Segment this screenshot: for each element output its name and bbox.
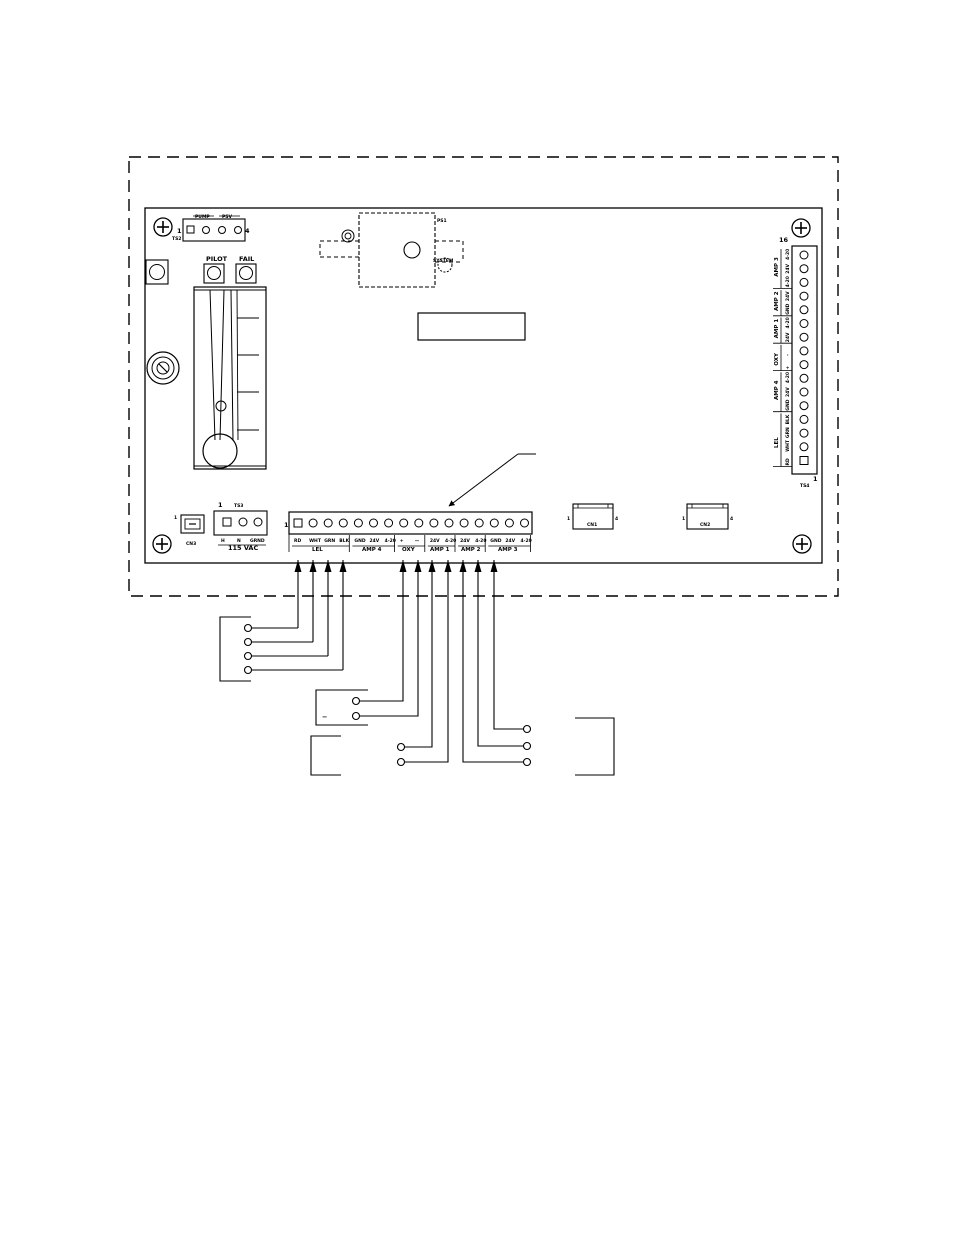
ts4-pin-label: 24V [786,263,791,274]
ts4-terminal-1 [800,457,808,465]
ts4-group-label: AMP 4 [774,380,780,400]
ps1-pressure-switch [320,213,463,287]
mounting-screw-bottom-right [793,535,811,553]
ts1-pin-label: 4-20 [445,539,457,544]
ts4-pin-label: 4-20 [786,276,791,288]
ts1-pin-label: GND [354,539,366,544]
ts4-pin-label: WHT [786,439,791,452]
ts3-label: TS3 [234,504,244,509]
ts1-pin-label: 24V [460,539,470,544]
wire-amp1-420 [404,560,448,762]
cn3-label: CN3 [186,542,197,547]
ts2-terminal-block [172,214,250,242]
ts1-terminal-16 [521,519,529,527]
ts4-group-label: OXY [774,353,780,366]
ts1-terminal-5 [354,519,362,527]
ts4-pin-label: - [786,354,791,356]
ts4-terminal-7 [800,374,808,382]
ts4-terminal-3 [800,429,808,437]
pilot-led-label: PILOT [206,255,228,263]
ps1-label: PS1 [437,219,447,224]
amp1-sensor [311,736,405,775]
cn2-pin-left-label: 1 [682,517,686,522]
cn2-pin-right-label: 4 [730,517,734,522]
cn1-pin-left-label: 1 [567,517,571,522]
ts2-group-label-psv: PSV [222,215,233,220]
ts4-pin-label: 4-20 [786,317,791,329]
ts4-pin-label: + [786,365,791,370]
field-wiring [251,560,524,762]
ts1-terminal-12 [460,519,468,527]
ts4-pin-label: 4-20 [786,248,791,260]
oxy-minus-sign: − [322,713,328,721]
ts4-terminal-4 [800,415,808,423]
wire-amp2-24v [478,560,524,746]
ts1-terminal-10 [430,519,438,527]
ts1-pin-label: 4-20 [520,539,532,544]
ts1-terminal-14 [490,519,498,527]
ts4-pin-top-label: 16 [779,236,789,244]
ts1-pin-label: 4-20 [384,539,396,544]
ts4-group-label: AMP 3 [774,257,780,277]
ts1-pin-label: 24V [505,539,516,544]
ts3-pin1-label: 1 [218,501,223,509]
ts4-terminal-16 [800,251,808,259]
ts2-pin4-label: 4 [245,227,250,235]
ts1-pin-label: GND [490,539,502,544]
ts1-group-label: LEL [312,547,323,553]
ts3-pin-label-h: H [221,539,225,544]
ts1-pin-label: 4-20 [475,539,487,544]
ts1-terminal-block [284,512,532,553]
mounting-screw-top-left [154,218,172,236]
ts3-voltage-label: 115 VAC [228,544,259,552]
ts4-pin-label: 24V [786,387,791,397]
ts4-terminal-13 [800,292,808,300]
ts1-group-label: AMP 4 [362,547,382,553]
field-wiring-arrowheads [295,560,498,572]
wire-oxy-plus [360,560,403,701]
ts1-terminal-13 [475,519,483,527]
amp23-sensor [524,718,615,775]
ts1-terminal-2 [309,519,317,527]
ts4-terminal-15 [800,265,808,273]
ts4-pin-label: RD [786,458,791,466]
ts1-terminal-7 [385,519,393,527]
ts4-group-label: AMP 1 [774,318,780,339]
pilot-led [204,255,228,283]
ts1-terminal-9 [415,519,423,527]
ts4-label: TS4 [800,484,810,489]
ts4-pin-bottom-label: 1 [813,475,818,483]
ts2-pin1-label: 1 [177,227,182,235]
ts4-pin-label: GND [786,303,791,315]
ps1-sub-label: SYSTEM [433,259,454,264]
ts2-label: TS2 [172,237,182,242]
ts4-terminal-block [773,236,818,489]
lel-sensor [220,617,252,681]
ts4-terminal-5 [800,402,808,410]
mounting-screw-bottom-left [153,535,171,553]
cn1-pin-right-label: 4 [615,517,619,522]
ts1-group-label: AMP 2 [461,547,481,553]
wire-oxy-minus [360,560,418,716]
ts4-group-label: AMP 2 [774,291,780,311]
ts1-group-label: AMP 3 [498,547,518,553]
ts4-pin-label: GRN [786,427,791,439]
ts1-pin-label: — [414,539,420,544]
fail-led-label: FAIL [239,255,255,263]
ts4-pin-label: GND [786,399,791,411]
ts4-pin-label: 24V [786,332,791,343]
ts4-terminal-10 [800,333,808,341]
ts4-terminal-9 [800,347,808,355]
cn1-label: CN1 [587,523,598,528]
ts1-terminal-1 [294,519,302,527]
cable-gland [147,352,179,384]
ts3-pin-label-n: N [237,539,241,544]
ts4-terminal-12 [800,306,808,314]
ts4-terminal-11 [800,320,808,328]
ts1-group-label: OXY [402,547,415,553]
ts1-pin-label: BLK [339,539,350,544]
display-window [418,313,525,340]
fail-led [236,255,256,283]
ts1-terminal-11 [445,519,453,527]
ts1-pin-label: 24V [429,539,440,544]
ts1-pin-label: GRN [324,539,336,544]
ts4-terminal-14 [800,278,808,286]
ts1-group-label: AMP 1 [430,547,450,553]
ts1-pin-label: 24V [369,539,380,544]
ts4-terminal-2 [800,443,808,451]
ts3-pin-label-grnd: GRND [250,539,265,544]
cn3-pin1-label: 1 [174,516,178,521]
ts1-pin-label: RD [294,539,302,544]
cn1-connector [567,504,618,529]
ts1-pin1-label: 1 [284,521,289,529]
ts1-terminal-3 [324,519,332,527]
ts1-terminal-4 [339,519,347,527]
ts4-terminal-6 [800,388,808,396]
cn2-connector [682,504,733,529]
ts2-group-label-pump: PUMP [195,215,210,220]
ts3-terminal-block [214,501,267,552]
cn3-connector [174,515,204,547]
ts1-terminal-6 [370,519,378,527]
enclosure-outline [129,157,838,596]
ts4-terminal-8 [800,361,808,369]
ts4-pin-label: 4-20 [786,372,791,384]
ts1-pin-label: + [399,539,404,544]
ts1-terminal-15 [505,519,513,527]
ts4-pin-label: BLK [786,414,791,425]
ts4-group-label: LEL [774,437,780,448]
ts1-pin-label: WHT [309,539,321,544]
ts1-terminal-8 [400,519,408,527]
wire-amp3-24v [494,560,524,729]
mounting-screw-top-right [792,219,810,237]
cn2-label: CN2 [700,523,711,528]
flowmeter [194,287,266,469]
ts4-pin-label: 24V [786,291,791,302]
